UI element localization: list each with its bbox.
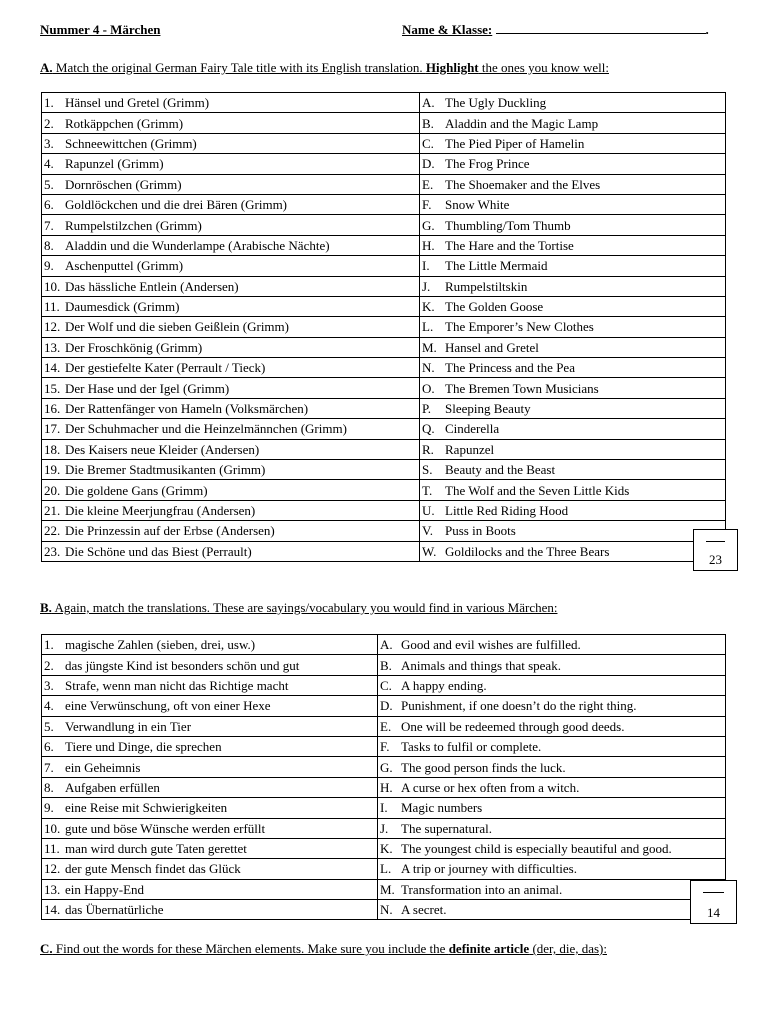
row-letter: R.	[422, 441, 434, 457]
table-row	[42, 296, 726, 316]
row-letter: K.	[380, 841, 393, 857]
german-cell	[42, 378, 420, 398]
german-text: Das hässliche Entlein (Andersen)	[65, 278, 239, 294]
worksheet-title: Nummer 4 - Märchen	[40, 22, 161, 37]
section-a-table	[41, 92, 726, 562]
english-cell	[420, 460, 726, 480]
english-text: The Wolf and the Seven Little Kids	[445, 482, 630, 498]
row-number: 4.	[44, 156, 54, 172]
german-text: Der Froschkönig (Grimm)	[65, 339, 203, 355]
english-cell	[378, 696, 726, 716]
german-text: Der Wolf und die sieben Geißlein (Grimm)	[65, 319, 289, 335]
score-blank-line	[703, 892, 724, 893]
german-text: Des Kaisers neue Kleider (Andersen)	[65, 441, 260, 457]
english-cell	[420, 521, 726, 541]
english-text: The Hare and the Tortise	[445, 237, 574, 253]
row-number: 15.	[44, 380, 61, 396]
row-letter: U.	[422, 503, 435, 518]
german-cell	[42, 398, 420, 418]
section-c-definite-article: definite article	[448, 941, 530, 956]
row-letter: B.	[380, 657, 392, 673]
english-text: Magic numbers	[401, 800, 483, 816]
table-row	[42, 480, 726, 500]
german-text: man wird durch gute Taten gerettet	[65, 841, 247, 857]
table-row	[42, 655, 726, 675]
german-cell	[42, 521, 420, 541]
german-cell	[42, 500, 420, 520]
row-letter: P.	[422, 401, 432, 417]
table-row	[42, 93, 726, 113]
german-cell	[42, 154, 420, 174]
english-text: Transformation into an animal.	[401, 881, 563, 897]
row-number: 9.	[44, 800, 54, 816]
table-row	[42, 276, 726, 296]
table-row	[42, 900, 726, 920]
name-class-field[interactable]	[402, 22, 722, 38]
german-cell	[42, 900, 378, 920]
name-line-end: .	[705, 22, 709, 37]
row-letter: A.	[422, 95, 435, 111]
english-cell	[378, 736, 726, 756]
row-letter: L.	[380, 861, 392, 877]
english-cell	[420, 235, 726, 255]
german-text: Goldlöckchen und die drei Bären (Grimm)	[65, 197, 288, 213]
english-cell	[420, 480, 726, 500]
german-text: Rapunzel (Grimm)	[65, 156, 164, 172]
row-number: 4.	[44, 698, 54, 714]
table-row	[42, 818, 726, 838]
section-c-instructions	[40, 941, 607, 957]
german-text: Die goldene Gans (Grimm)	[65, 482, 208, 498]
english-text: The youngest child is especially beautiful and good.	[401, 841, 672, 857]
german-cell	[42, 777, 378, 797]
english-cell	[420, 215, 726, 235]
row-number: 7.	[44, 759, 54, 775]
english-text: Animals and things that speak.	[401, 657, 561, 673]
german-text: Rumpelstilzchen (Grimm)	[65, 217, 202, 233]
german-text: magische Zahlen (sieben, drei, usw.)	[65, 637, 256, 653]
german-text: Schneewittchen (Grimm)	[65, 135, 197, 151]
row-number: 5.	[44, 718, 54, 734]
english-cell	[378, 675, 726, 695]
german-text: Verwandlung in ein Tier	[65, 718, 192, 734]
german-text: gute und böse Wünsche werden erfüllt	[65, 820, 266, 836]
row-letter: G.	[422, 217, 435, 233]
english-cell	[420, 317, 726, 337]
table-row	[42, 716, 726, 736]
english-cell	[378, 838, 726, 858]
row-number: 10.	[44, 820, 61, 836]
row-letter: I.	[422, 258, 430, 274]
german-text: Rotkäppchen (Grimm)	[65, 115, 184, 131]
german-cell	[42, 635, 378, 655]
row-letter: H.	[422, 237, 435, 253]
english-text: Puss in Boots	[445, 523, 516, 539]
row-letter: O.	[422, 380, 435, 396]
english-cell	[420, 398, 726, 418]
table-row	[42, 154, 726, 174]
row-letter: M.	[422, 339, 437, 355]
row-number: 14.	[44, 360, 61, 376]
row-letter: H.	[380, 779, 393, 795]
english-cell	[420, 93, 726, 113]
german-cell	[42, 818, 378, 838]
section-a-letter: A.	[40, 60, 53, 75]
english-cell	[378, 635, 726, 655]
row-number: 13.	[44, 881, 61, 897]
english-cell	[378, 716, 726, 736]
table-row	[42, 337, 726, 357]
german-cell	[42, 655, 378, 675]
english-cell	[420, 154, 726, 174]
english-cell	[378, 879, 726, 899]
english-cell	[420, 358, 726, 378]
german-cell	[42, 439, 420, 459]
row-letter: Q.	[422, 421, 435, 437]
english-text: Aladdin and the Magic Lamp	[445, 115, 599, 131]
row-letter: B.	[422, 115, 434, 131]
english-cell	[420, 256, 726, 276]
english-cell	[420, 419, 726, 439]
english-text: Beauty and the Beast	[445, 462, 556, 478]
table-row	[42, 798, 726, 818]
table-row	[42, 398, 726, 418]
row-letter: D.	[422, 156, 435, 172]
german-text: Daumesdick (Grimm)	[65, 299, 180, 315]
german-cell	[42, 317, 420, 337]
table-row	[42, 521, 726, 541]
german-cell	[42, 798, 378, 818]
section-b-instructions	[40, 600, 557, 616]
row-letter: J.	[380, 820, 389, 836]
german-text: eine Verwünschung, oft von einer Hexe	[65, 698, 271, 714]
row-number: 12.	[44, 861, 61, 877]
row-letter: T.	[422, 482, 433, 498]
row-letter: W.	[422, 543, 437, 559]
row-number: 21.	[44, 503, 61, 518]
english-cell	[420, 133, 726, 153]
row-number: 20.	[44, 482, 61, 498]
table-row	[42, 675, 726, 695]
german-text: Der gestiefelte Kater (Perrault / Tieck)	[65, 360, 266, 376]
german-text: der gute Mensch findet das Glück	[65, 861, 241, 877]
german-text: das jüngste Kind ist besonders schön und gut	[65, 657, 300, 673]
english-cell	[378, 655, 726, 675]
german-cell	[42, 419, 420, 439]
table-row	[42, 215, 726, 235]
german-cell	[42, 194, 420, 214]
table-row	[42, 317, 726, 337]
row-number: 8.	[44, 779, 54, 795]
german-text: Die kleine Meerjungfrau (Andersen)	[65, 503, 256, 518]
english-cell	[378, 818, 726, 838]
row-number: 16.	[44, 401, 61, 417]
english-text: Goldilocks and the Three Bears	[445, 543, 610, 559]
english-text: Hansel and Gretel	[445, 339, 539, 355]
row-number: 23.	[44, 543, 61, 559]
row-letter: J.	[422, 278, 431, 294]
row-number: 8.	[44, 237, 54, 253]
english-cell	[420, 113, 726, 133]
german-cell	[42, 296, 420, 316]
row-number: 22.	[44, 523, 61, 539]
row-letter: A.	[380, 637, 393, 653]
german-cell	[42, 133, 420, 153]
english-text: Good and evil wishes are fulfilled.	[401, 637, 581, 653]
german-cell	[42, 716, 378, 736]
german-text: Der Rattenfänger von Hameln (Volksmärchen)	[65, 401, 309, 417]
german-text: ein Happy-End	[65, 881, 145, 897]
row-number: 19.	[44, 462, 61, 478]
row-letter: E.	[380, 718, 392, 734]
row-letter: N.	[380, 902, 393, 918]
german-cell	[42, 174, 420, 194]
row-letter: E.	[422, 176, 434, 192]
table-row	[42, 635, 726, 655]
table-row	[42, 696, 726, 716]
row-letter: C.	[380, 677, 392, 693]
row-number: 1.	[44, 637, 54, 653]
english-text: A secret.	[401, 902, 447, 918]
english-text: The Pied Piper of Hamelin	[445, 135, 585, 151]
german-cell	[42, 838, 378, 858]
english-cell	[420, 500, 726, 520]
german-cell	[42, 93, 420, 113]
english-text: The Princess and the Pea	[445, 360, 575, 376]
german-cell	[42, 276, 420, 296]
row-number: 3.	[44, 135, 54, 151]
name-blank-line[interactable]	[496, 22, 706, 34]
row-number: 12.	[44, 319, 61, 335]
english-text: Punishment, if one doesn’t do the right thing.	[401, 698, 637, 714]
german-text: Hänsel und Gretel (Grimm)	[65, 95, 210, 111]
german-text: Die Prinzessin auf der Erbse (Andersen)	[65, 523, 275, 539]
german-cell	[42, 675, 378, 695]
english-text: The Emporer’s New Clothes	[445, 319, 594, 335]
name-class-label: Name & Klasse:	[402, 22, 493, 37]
row-letter: S.	[422, 462, 433, 478]
row-number: 9.	[44, 258, 54, 274]
english-text: Little Red Riding Hood	[445, 503, 569, 518]
german-cell	[42, 736, 378, 756]
german-text: ein Geheimnis	[65, 759, 141, 775]
section-a-highlight: Highlight	[425, 60, 479, 75]
table-row	[42, 460, 726, 480]
row-letter: F.	[380, 739, 390, 755]
english-cell	[420, 337, 726, 357]
english-cell	[420, 378, 726, 398]
table-row	[42, 358, 726, 378]
row-number: 17.	[44, 421, 61, 437]
english-cell	[420, 439, 726, 459]
section-c-text: Find out the words for these Märchen elements. Make sure you include the	[52, 941, 449, 956]
german-cell	[42, 480, 420, 500]
german-text: Der Schuhmacher und die Heinzelmännchen (Grimm)	[65, 421, 347, 437]
row-number: 18.	[44, 441, 61, 457]
table-row	[42, 736, 726, 756]
row-letter: L.	[422, 319, 434, 335]
table-row	[42, 256, 726, 276]
row-letter: N.	[422, 360, 435, 376]
row-letter: D.	[380, 698, 393, 714]
english-text: The supernatural.	[401, 820, 492, 836]
row-number: 13.	[44, 339, 61, 355]
english-text: Sleeping Beauty	[445, 401, 531, 417]
english-cell	[378, 798, 726, 818]
english-text: Tasks to fulfil or complete.	[401, 739, 542, 755]
section-a-score-box	[693, 529, 738, 571]
english-cell	[420, 194, 726, 214]
english-text: The Ugly Duckling	[445, 95, 547, 111]
german-cell	[42, 879, 378, 899]
table-row	[42, 757, 726, 777]
german-text: eine Reise mit Schwierigkeiten	[65, 800, 228, 816]
table-row	[42, 859, 726, 879]
english-text: Snow White	[445, 197, 510, 213]
english-cell	[420, 174, 726, 194]
row-number: 2.	[44, 657, 54, 673]
row-number: 14.	[44, 902, 61, 918]
table-row	[42, 378, 726, 398]
row-number: 10.	[44, 278, 61, 294]
german-cell	[42, 215, 420, 235]
english-text: The Shoemaker and the Elves	[445, 176, 601, 192]
english-text: A happy ending.	[401, 677, 487, 693]
section-b-score-box	[690, 880, 737, 924]
english-text: Thumbling/Tom Thumb	[445, 217, 571, 233]
english-cell	[378, 900, 726, 920]
english-text: The Bremen Town Musicians	[445, 380, 599, 396]
row-letter: C.	[422, 135, 434, 151]
german-text: Aufgaben erfüllen	[65, 779, 160, 795]
section-a-text: Match the original German Fairy Tale title with its English translation.	[52, 60, 426, 75]
table-row	[42, 419, 726, 439]
german-text: Die Schöne und das Biest (Perrault)	[65, 543, 252, 559]
row-number: 11.	[44, 841, 60, 857]
section-b-text: Again, match the translations. These are sayings/vocabulary you would find in various Märchen:	[51, 600, 558, 615]
section-b-score: 14	[707, 905, 720, 920]
row-letter: G.	[380, 759, 393, 775]
row-number: 6.	[44, 197, 54, 213]
row-number: 5.	[44, 176, 54, 192]
english-cell	[420, 296, 726, 316]
table-row	[42, 194, 726, 214]
german-text: Aschenputtel (Grimm)	[65, 258, 184, 274]
section-c-text-end: (der, die, das):	[529, 941, 607, 956]
row-number: 3.	[44, 677, 54, 693]
row-number: 1.	[44, 95, 54, 111]
table-row	[42, 235, 726, 255]
english-text: One will be redeemed through good deeds.	[401, 718, 625, 734]
english-text: The good person finds the luck.	[401, 759, 566, 775]
table-row	[42, 838, 726, 858]
german-text: Die Bremer Stadtmusikanten (Grimm)	[65, 462, 266, 478]
row-number: 11.	[44, 299, 60, 315]
table-row	[42, 174, 726, 194]
english-cell	[420, 276, 726, 296]
german-cell	[42, 337, 420, 357]
table-row	[42, 439, 726, 459]
section-a-score: 23	[709, 552, 722, 567]
row-letter: K.	[422, 299, 435, 315]
german-text: Dornröschen (Grimm)	[65, 176, 182, 192]
section-b-table	[41, 634, 726, 920]
english-cell	[420, 541, 726, 561]
english-text: A curse or hex often from a witch.	[401, 779, 580, 795]
table-row	[42, 541, 726, 561]
german-cell	[42, 859, 378, 879]
section-c-letter: C.	[40, 941, 53, 956]
german-cell	[42, 358, 420, 378]
german-text: Strafe, wenn man nicht das Richtige macht	[65, 677, 289, 693]
section-a-instructions	[40, 60, 609, 76]
table-row	[42, 879, 726, 899]
german-cell	[42, 235, 420, 255]
german-cell	[42, 541, 420, 561]
english-text: Rapunzel	[445, 441, 495, 457]
german-text: das Übernatürliche	[65, 902, 164, 918]
english-text: Rumpelstiltskin	[445, 278, 528, 294]
german-text: Der Hase und der Igel (Grimm)	[65, 380, 230, 396]
english-cell	[378, 777, 726, 797]
row-letter: M.	[380, 881, 395, 897]
table-row	[42, 113, 726, 133]
row-letter: I.	[380, 800, 388, 816]
german-cell	[42, 757, 378, 777]
english-text: A trip or journey with difficulties.	[401, 861, 577, 877]
english-cell	[378, 859, 726, 879]
english-text: The Little Mermaid	[445, 258, 548, 274]
german-cell	[42, 460, 420, 480]
english-text: The Golden Goose	[445, 299, 544, 315]
english-text: Cinderella	[445, 421, 500, 437]
table-row	[42, 500, 726, 520]
score-blank-line	[706, 541, 725, 542]
section-b-letter: B.	[40, 600, 52, 615]
section-a-text-end: the ones you know well:	[478, 60, 609, 75]
row-number: 2.	[44, 115, 54, 131]
german-text: Tiere und Dinge, die sprechen	[65, 739, 222, 755]
table-row	[42, 133, 726, 153]
german-text: Aladdin und die Wunderlampe (Arabische Nächte)	[65, 237, 330, 253]
german-cell	[42, 696, 378, 716]
row-number: 6.	[44, 739, 54, 755]
english-text: The Frog Prince	[445, 156, 530, 172]
german-cell	[42, 256, 420, 276]
row-number: 7.	[44, 217, 54, 233]
row-letter: F.	[422, 197, 432, 213]
german-cell	[42, 113, 420, 133]
table-row	[42, 777, 726, 797]
english-cell	[378, 757, 726, 777]
row-letter: V.	[422, 523, 433, 539]
